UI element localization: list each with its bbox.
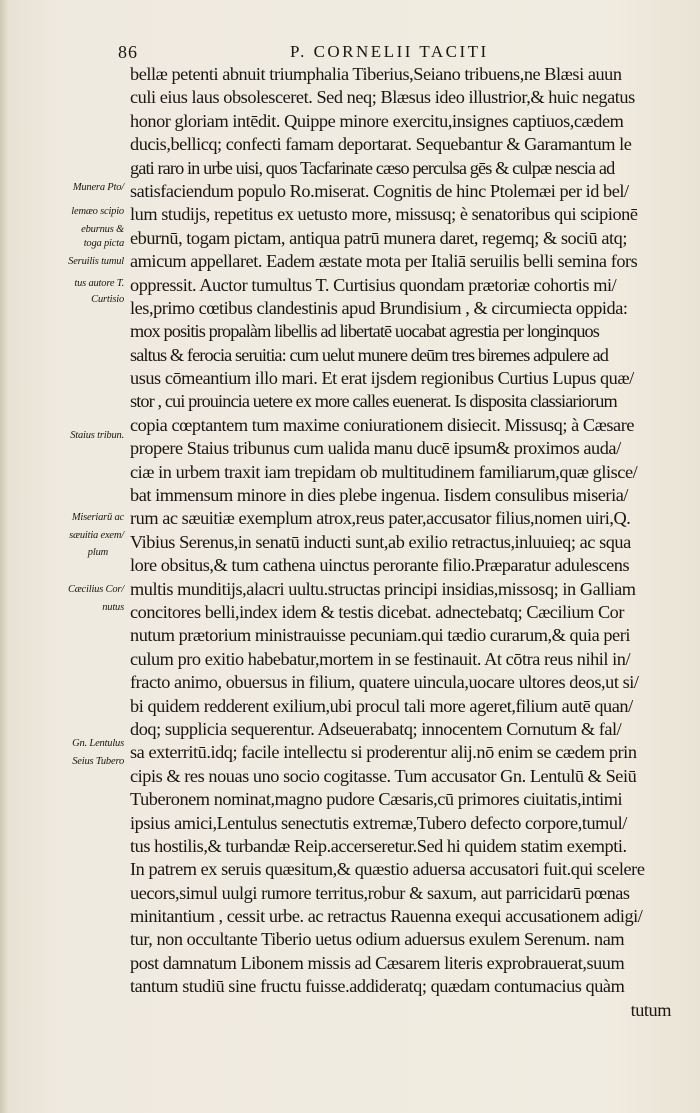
text-line: uecors,simul uulgi rumore territus,robur & saxum, aut parricidarū pœnas [130,882,630,903]
text-line: usus cōmeantium illo mari. Et erat ijsdem regionibus Curtius Lupus quæ/ [130,368,634,389]
text-line: bi quidem redderent exilium,ubi procul tali more ageret,filium autē quan/ [130,695,633,716]
text-line: satisfaciendum populo Ro.miserat. Cognitis de hinc Ptolemæi per id bel/ [130,180,629,201]
text-line: stor , cui prouincia uetere ex more calles euenerat. Is disposita classiariorum [130,391,617,412]
margin-note: Cæcilius Cor/ [67,584,124,595]
text-line: minitantium , cessit urbe. ac retractus Rauenna exequi accusationem adigi/ [130,906,643,927]
text-line: honor gloriam intēdit. Quippe minore exercitu,insignes captiuos,cædem [130,110,624,131]
gutter-shadow [0,0,8,1113]
margin-note: Gn. Lentulus [72,738,124,749]
text-line: saltus & ferocia seruitia: cum uelut munere deūm tres biremes adpulere ad [130,344,608,365]
page-number: 86 [118,42,138,62]
margin-note: lemæo scipio [71,206,124,217]
catchword: tutum [630,999,671,1020]
text-line: nutum prætorium ministrauisse pecuniam.qui tædio curarum,& quia peri [130,625,630,646]
text-line: lum studijs, repetitus ex uetusto more, missusq; è senatoribus qui scipionē [130,204,638,225]
text-line: lore obsitus,& tum cathena uinctus perorante filio.Præparatur adulescens [130,555,630,576]
text-line: multis munditijs,alacri uultu.structas principi insidias,missosq; in Galliam [130,578,636,599]
text-line: oppressit. Auctor tumultus T. Curtisius quondam prætoriæ cohortis mi/ [130,274,617,295]
text-line: tus hostilis,& turbandæ Reip.accerseretur.Sed hi quidem statim exempti. [130,835,627,856]
text-line: propere Staius tribunus cum ualida manu ducē ipsum& proximos auda/ [130,438,621,459]
text-line: mox positis propalàm libellis ad libertatē uocabat agrestia per longinquos [130,321,600,342]
text-line: culum pro exitio habebatur,mortem in se festinauit. At cōtra reus nihil in/ [130,648,631,669]
text-line: tur, non occultante Tiberio uetus odium aduersus exulem Serenum. nam [130,929,625,950]
text-line: Vibius Serenus,in senatū inducti sunt,ab exilio retractus,inluuieq; ac squa [130,531,631,552]
margin-note: plum [87,547,108,558]
margin-note: Curtisio [91,294,124,305]
text-line: culi eius laus obsolesceret. Sed neq; Blæsus ideo illustrior,& huic negatus [130,87,635,108]
text-line: post damnatum Libonem missis ad Cæsarem literis exprobrauerat,suum [130,952,625,973]
text-line: ciæ in urbem traxit iam trepidam ob multitudinem familiarum,quæ glisce/ [130,461,638,482]
text-line: Tuberonem nominat,magno pudore Cæsaris,cū primores ciuitatis,intimi [130,789,623,810]
text-line: gati raro in urbe uisi, quos Tacfarinate cæso perculsa gēs & culpæ nescia ad [130,157,615,178]
text-line: ducis,bellicq; confecti famam deportarat. Sequebantur & Garamantum le [130,134,632,155]
margin-note: Miseriarū ac [71,512,124,523]
margin-note: Seius Tubero [72,756,124,767]
text-line: doq; supplicia sequerentur. Adseuerabatq; innocentem Cornutum & fal/ [130,718,622,739]
margin-note: eburnus & [81,224,124,235]
text-line: cipis & res nouas uno socio cogitasse. Tum accusator Gn. Lentulū & Seiū [130,765,637,786]
text-line: amicum appellaret. Eadem æstate mota per Italiā seruilis belli semina fors [130,251,638,272]
margin-note: Staius tribun. [70,430,124,441]
text-line: bellæ petenti abnuit triumphalia Tiberius,Seiano tribuens,ne Blæsi auun [130,64,622,84]
margin-note: tus autore T. [74,278,124,289]
margin-note: Seruilis tumul [68,256,124,267]
text-line: tantum studiū sine fructu fuisse.addideratq; quædam contumacius quàm [130,976,625,997]
running-head: P. CORNELII TACITI [290,42,489,61]
margin-note: sæuitia exem/ [69,530,124,541]
page-header [118,42,678,64]
text-line: rum ac sæuitiæ exemplum atrox,reus pater,accusator filius,nomen uiri,Q. [130,508,631,529]
text-line: sa exterritū.idq; facile intellectu si proderentur alij.nō enim se cædem prin [130,742,637,763]
text-line: bat immensum minore in dies plebe ingenua. Iisdem consulibus miseria/ [130,485,628,506]
text-line: eburnū, togam pictam, antiqua patrū munera daret, regemq; & sociū atq; [130,227,627,248]
text-line: ipsius amici,Lentulus senectutis extremæ,Tubero defecto corpore,tumul/ [130,812,627,833]
main-text [130,63,675,1022]
text-line: concitores belli,index idem & testis dicebat. adnectebatq; Cæcilium Cor [130,601,625,622]
text-line: fracto animo, obuersus in filium, quatere uincula,uocare ultores deos,ut si/ [130,672,639,693]
text-line: In patrem ex seruis quæsitum,& quæstio aduersa accusatori fuit.qui scelere [130,859,645,880]
margin-note: toga picta [83,238,124,249]
text-line: copia cœptantem tum maxime coniurationem disiecit. Missusq; à Cæsare [130,414,635,435]
margin-note: Munera Pto/ [72,182,124,193]
margin-note: nutus [102,602,124,613]
text-line: les,primo cœtibus clandestinis apud Brundisium , & circumiecta oppida: [130,297,628,318]
